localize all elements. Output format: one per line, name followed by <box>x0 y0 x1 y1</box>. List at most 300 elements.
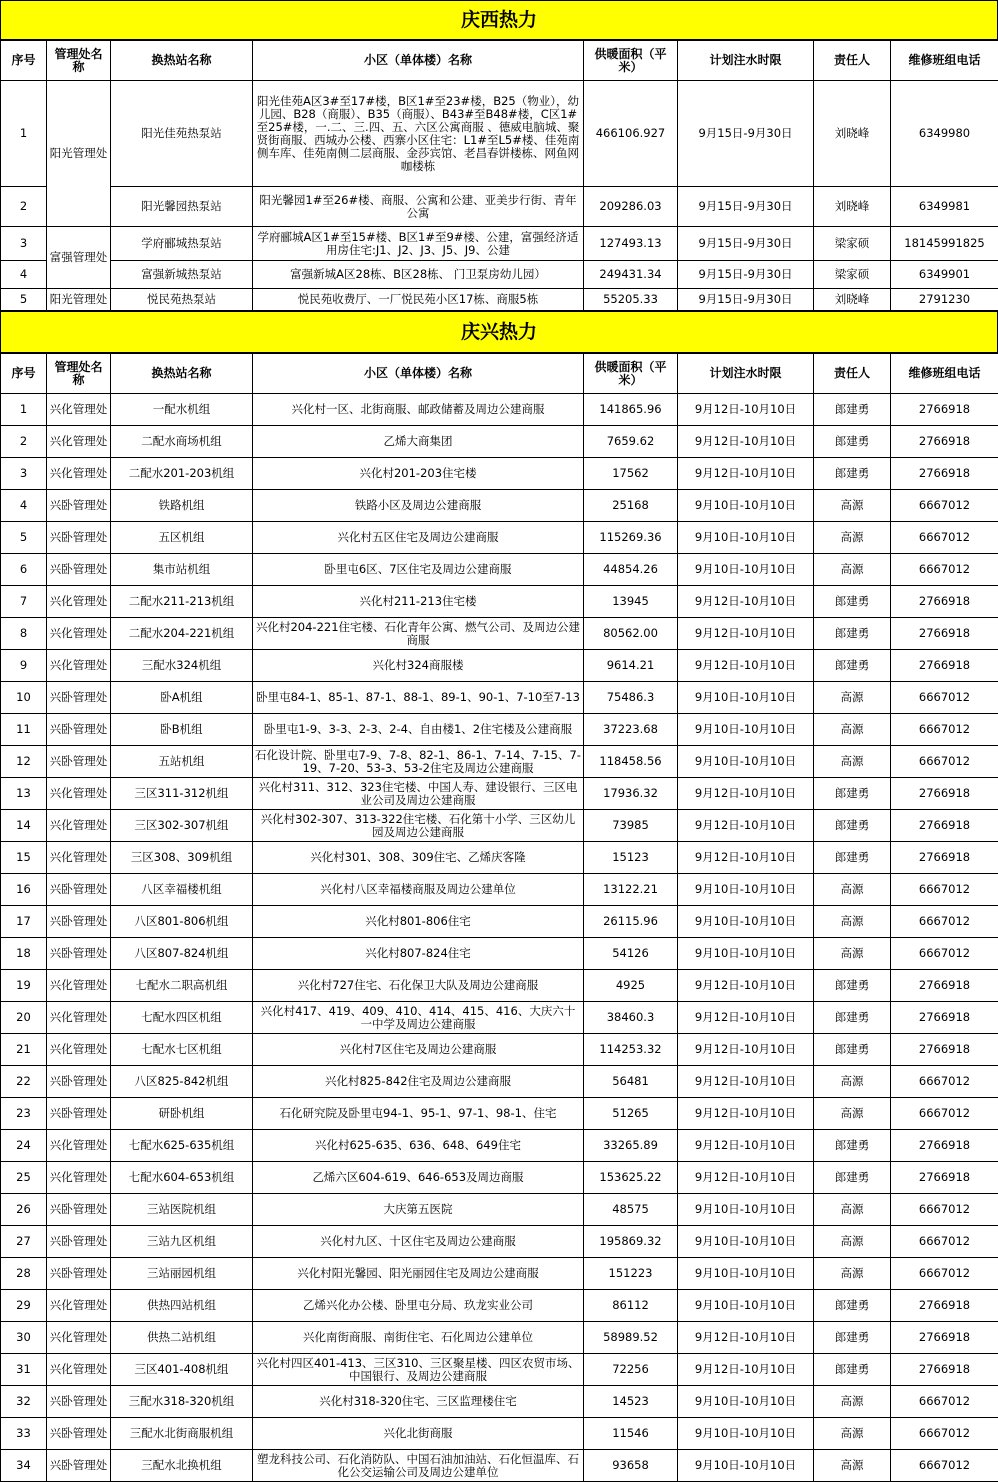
cell-period: 9月10日-10月10日 <box>678 490 814 522</box>
cell-phone: 6667012 <box>891 874 998 906</box>
cell-index: 22 <box>1 1066 47 1098</box>
cell-phone: 6667012 <box>891 522 998 554</box>
cell-community: 石化研究院及卧里屯94-1、95-1、97-1、98-1、住宅 <box>253 1098 584 1130</box>
cell-station: 三区311-312机组 <box>111 778 253 810</box>
table-row <box>1 490 998 522</box>
cell-station: 阳光佳苑热泵站 <box>111 81 253 187</box>
cell-period: 9月12日-10月10日 <box>678 1354 814 1386</box>
table-row <box>1 394 998 426</box>
col-header: 序号 <box>1 41 47 81</box>
cell-station: 三配水324机组 <box>111 650 253 682</box>
table-row <box>1 426 998 458</box>
cell-period: 9月15日-9月30日 <box>678 289 814 311</box>
cell-period: 9月10日-10月10日 <box>678 1226 814 1258</box>
cell-area: 75486.3 <box>584 682 678 714</box>
cell-office: 阳光管理处 <box>47 289 111 311</box>
cell-period: 9月12日-10月10日 <box>678 1162 814 1194</box>
table-row <box>1 1450 998 1482</box>
table-row <box>1 1258 998 1290</box>
cell-station: 二配水201-203机组 <box>111 458 253 490</box>
cell-office: 兴卧管理处 <box>47 746 111 778</box>
cell-phone: 6667012 <box>891 554 998 586</box>
cell-phone: 6667012 <box>891 1066 998 1098</box>
cell-index: 14 <box>1 810 47 842</box>
cell-period: 9月12日-10月10日 <box>678 1098 814 1130</box>
cell-community: 兴化村九区、十区住宅及周边公建商服 <box>253 1226 584 1258</box>
cell-area: 86112 <box>584 1290 678 1322</box>
cell-index: 17 <box>1 906 47 938</box>
cell-index: 9 <box>1 650 47 682</box>
cell-office: 兴化管理处 <box>47 618 111 650</box>
cell-community: 兴化北街商服 <box>253 1418 584 1450</box>
table-row <box>1 970 998 1002</box>
cell-community: 兴化村302-307、313-322住宅楼、石化第十小学、三区幼儿园及周边公建商服 <box>253 810 584 842</box>
table-row <box>1 1130 998 1162</box>
cell-station: 一配水机组 <box>111 394 253 426</box>
table-row <box>1 618 998 650</box>
cell-office: 兴化管理处 <box>47 426 111 458</box>
cell-area: 56481 <box>584 1066 678 1098</box>
cell-office: 兴化管理处 <box>47 970 111 1002</box>
cell-index: 2 <box>1 187 47 227</box>
cell-period: 9月12日-10月10日 <box>678 1066 814 1098</box>
cell-area: 118458.56 <box>584 746 678 778</box>
cell-phone: 6667012 <box>891 1258 998 1290</box>
cell-period: 9月10日-10月10日 <box>678 1290 814 1322</box>
cell-office: 兴卧管理处 <box>47 1194 111 1226</box>
table-row <box>1 458 998 490</box>
cell-community: 卧里屯1-9、3-3、2-3、2-4、自由楼1、2住宅楼及公建商服 <box>253 714 584 746</box>
cell-office: 兴卧管理处 <box>47 1450 111 1482</box>
cell-area: 127493.13 <box>584 227 678 261</box>
cell-community: 兴化村825-842住宅及周边公建商服 <box>253 1066 584 1098</box>
cell-office: 兴卧管理处 <box>47 1098 111 1130</box>
cell-person: 高源 <box>814 1226 891 1258</box>
cell-community: 兴化村阳光馨园、阳光丽园住宅及周边公建商服 <box>253 1258 584 1290</box>
cell-index: 8 <box>1 618 47 650</box>
table-row <box>1 289 998 311</box>
cell-area: 209286.03 <box>584 187 678 227</box>
cell-station: 三配水318-320机组 <box>111 1386 253 1418</box>
cell-community: 兴化村204-221住宅楼、石化青年公寓、燃气公司、及周边公建商服 <box>253 618 584 650</box>
cell-area: 33265.89 <box>584 1130 678 1162</box>
table-row <box>1 1002 998 1034</box>
cell-index: 33 <box>1 1418 47 1450</box>
cell-period: 9月12日-10月10日 <box>678 458 814 490</box>
cell-phone: 6667012 <box>891 714 998 746</box>
cell-area: 17936.32 <box>584 778 678 810</box>
cell-station: 二配水211-213机组 <box>111 586 253 618</box>
cell-period: 9月10日-10月10日 <box>678 1450 814 1482</box>
cell-person: 郎建勇 <box>814 458 891 490</box>
cell-index: 19 <box>1 970 47 1002</box>
cell-index: 7 <box>1 586 47 618</box>
cell-community: 学府郦城A区1#至15#楼、B区1#至9#楼、公建，富强经济适用房住宅:J1、J2、J3、J5、J9、公建 <box>253 227 584 261</box>
table-row <box>1 1418 998 1450</box>
cell-office: 兴化管理处 <box>47 586 111 618</box>
cell-station: 铁路机组 <box>111 490 253 522</box>
cell-period: 9月10日-10月10日 <box>678 714 814 746</box>
cell-office: 兴卧管理处 <box>47 1226 111 1258</box>
cell-station: 学府郦城热泵站 <box>111 227 253 261</box>
cell-area: 249431.34 <box>584 261 678 289</box>
cell-office: 兴卧管理处 <box>47 522 111 554</box>
cell-office: 兴化管理处 <box>47 1034 111 1066</box>
cell-phone: 2766918 <box>891 650 998 682</box>
cell-person: 郎建勇 <box>814 650 891 682</box>
cell-office: 兴化管理处 <box>47 778 111 810</box>
cell-index: 5 <box>1 522 47 554</box>
cell-person: 刘晓峰 <box>814 81 891 187</box>
cell-area: 14523 <box>584 1386 678 1418</box>
cell-period: 9月12日-10月10日 <box>678 1322 814 1354</box>
cell-station: 七配水625-635机组 <box>111 1130 253 1162</box>
cell-area: 15123 <box>584 842 678 874</box>
cell-community: 铁路小区及周边公建商服 <box>253 490 584 522</box>
section-qingxi <box>0 0 998 311</box>
cell-community: 阳光佳苑A区3#至17#楼，B区1#至23#楼，B25（物业），幼儿园、B28（商服）、B35（商服）、B43#至B48#楼，C区1#至25#楼，一.二、三.四、五、六区公寓商服 、德威电脑城、聚贤街商服、西城办公楼、西寨小区住宅：L1#至L5#楼、佳苑南侧车库、佳苑南侧二层商服、金莎宾馆、老昌春饼楼栋、网鱼网咖楼栋 <box>253 81 584 187</box>
cell-office: 兴卧管理处 <box>47 1066 111 1098</box>
cell-office: 兴化管理处 <box>47 1322 111 1354</box>
cell-index: 6 <box>1 554 47 586</box>
cell-community: 悦民苑收费厅、一厂悦民苑小区17栋、商服5栋 <box>253 289 584 311</box>
cell-community: 卧里屯84-1、85-1、87-1、88-1、89-1、90-1、7-10至7-13 <box>253 682 584 714</box>
cell-index: 15 <box>1 842 47 874</box>
cell-period: 9月15日-9月30日 <box>678 187 814 227</box>
table-row <box>1 1386 998 1418</box>
cell-period: 9月12日-10月10日 <box>678 426 814 458</box>
col-header: 维修班组电话 <box>891 354 998 394</box>
cell-index: 21 <box>1 1034 47 1066</box>
cell-phone: 6667012 <box>891 906 998 938</box>
cell-office: 兴化管理处 <box>47 1130 111 1162</box>
table-row <box>1 81 998 187</box>
table-row <box>1 1194 998 1226</box>
cell-area: 13945 <box>584 586 678 618</box>
col-header: 维修班组电话 <box>891 41 998 81</box>
cell-office: 兴卧管理处 <box>47 1258 111 1290</box>
col-header: 小区（单体楼）名称 <box>253 354 584 394</box>
col-header: 责任人 <box>814 354 891 394</box>
cell-community: 兴化村801-806住宅 <box>253 906 584 938</box>
cell-phone: 2766918 <box>891 1322 998 1354</box>
cell-area: 44854.26 <box>584 554 678 586</box>
cell-area: 141865.96 <box>584 394 678 426</box>
cell-phone: 2766918 <box>891 810 998 842</box>
cell-phone: 2766918 <box>891 1354 998 1386</box>
table-row <box>1 682 998 714</box>
table-row <box>1 1290 998 1322</box>
cell-period: 9月12日-10月10日 <box>678 810 814 842</box>
cell-station: 七配水七区机组 <box>111 1034 253 1066</box>
cell-phone: 2791230 <box>891 289 998 311</box>
table-row <box>1 714 998 746</box>
cell-person: 梁家硕 <box>814 227 891 261</box>
table-row <box>1 1322 998 1354</box>
cell-person: 高源 <box>814 1386 891 1418</box>
cell-area: 80562.00 <box>584 618 678 650</box>
cell-office: 富强管理处 <box>47 227 111 289</box>
cell-area: 7659.62 <box>584 426 678 458</box>
cell-period: 9月10日-10月10日 <box>678 874 814 906</box>
cell-office: 兴卧管理处 <box>47 490 111 522</box>
cell-phone: 2766918 <box>891 842 998 874</box>
cell-community: 兴化村7区住宅及周边公建商服 <box>253 1034 584 1066</box>
cell-office: 兴化管理处 <box>47 458 111 490</box>
cell-period: 9月10日-10月10日 <box>678 906 814 938</box>
cell-person: 郎建勇 <box>814 1162 891 1194</box>
cell-office: 兴化管理处 <box>47 1162 111 1194</box>
cell-period: 9月12日-10月10日 <box>678 650 814 682</box>
cell-area: 115269.36 <box>584 522 678 554</box>
cell-phone: 2766918 <box>891 1290 998 1322</box>
cell-community: 兴化村324商服楼 <box>253 650 584 682</box>
cell-office: 兴卧管理处 <box>47 1386 111 1418</box>
col-header: 管理处名称 <box>47 354 111 394</box>
cell-phone: 6667012 <box>891 1418 998 1450</box>
cell-area: 151223 <box>584 1258 678 1290</box>
cell-office: 兴化管理处 <box>47 394 111 426</box>
cell-station: 供热二站机组 <box>111 1322 253 1354</box>
cell-phone: 18145991825 <box>891 227 998 261</box>
cell-community: 兴化村八区幸福楼商服及周边公建单位 <box>253 874 584 906</box>
table-row <box>1 187 998 227</box>
heating-table <box>0 40 998 311</box>
table-row <box>1 938 998 970</box>
cell-index: 1 <box>1 394 47 426</box>
cell-area: 54126 <box>584 938 678 970</box>
cell-index: 27 <box>1 1226 47 1258</box>
cell-area: 73985 <box>584 810 678 842</box>
cell-person: 高源 <box>814 1194 891 1226</box>
cell-community: 兴化村311、312、323住宅楼、中国人寿、建设银行、三区电业公司及周边公建商服 <box>253 778 584 810</box>
cell-station: 卧A机组 <box>111 682 253 714</box>
cell-person: 高源 <box>814 522 891 554</box>
cell-station: 七配水604-653机组 <box>111 1162 253 1194</box>
cell-office: 兴化管理处 <box>47 842 111 874</box>
table-row <box>1 554 998 586</box>
cell-station: 八区807-824机组 <box>111 938 253 970</box>
cell-area: 48575 <box>584 1194 678 1226</box>
table-row <box>1 522 998 554</box>
cell-period: 9月10日-10月10日 <box>678 522 814 554</box>
section-title: 庆兴热力 <box>0 311 998 353</box>
cell-community: 乙烯兴化办公楼、卧里屯分局、玖龙实业公司 <box>253 1290 584 1322</box>
cell-period: 9月12日-10月10日 <box>678 1130 814 1162</box>
cell-phone: 6349981 <box>891 187 998 227</box>
cell-station: 供热四站机组 <box>111 1290 253 1322</box>
cell-area: 11546 <box>584 1418 678 1450</box>
cell-office: 兴化管理处 <box>47 1002 111 1034</box>
cell-community: 兴化南街商服、南街住宅、石化周边公建单位 <box>253 1322 584 1354</box>
table-row <box>1 778 998 810</box>
cell-community: 兴化村727住宅、石化保卫大队及周边公建商服 <box>253 970 584 1002</box>
cell-person: 高源 <box>814 1066 891 1098</box>
table-row <box>1 842 998 874</box>
cell-office: 兴卧管理处 <box>47 714 111 746</box>
cell-person: 高源 <box>814 714 891 746</box>
cell-area: 153625.22 <box>584 1162 678 1194</box>
cell-station: 五站机组 <box>111 746 253 778</box>
cell-community: 兴化村四区401-413、三区310、三区聚星楼、四区农贸市场、中国银行、及周边公建商服 <box>253 1354 584 1386</box>
cell-station: 三配水北街商服机组 <box>111 1418 253 1450</box>
table-row <box>1 227 998 261</box>
cell-community: 乙烯六区604-619、646-653及周边商服 <box>253 1162 584 1194</box>
cell-community: 阳光馨园1#至26#楼、商服、公寓和公建、亚美步行街、青年公寓 <box>253 187 584 227</box>
cell-phone: 6667012 <box>891 1386 998 1418</box>
cell-station: 二配水商场机组 <box>111 426 253 458</box>
cell-phone: 2766918 <box>891 1002 998 1034</box>
cell-index: 12 <box>1 746 47 778</box>
cell-station: 三配水北换机组 <box>111 1450 253 1482</box>
cell-area: 26115.96 <box>584 906 678 938</box>
cell-area: 25168 <box>584 490 678 522</box>
cell-phone: 2766918 <box>891 394 998 426</box>
cell-period: 9月12日-10月10日 <box>678 1034 814 1066</box>
cell-area: 195869.32 <box>584 1226 678 1258</box>
cell-area: 72256 <box>584 1354 678 1386</box>
table-row <box>1 1098 998 1130</box>
cell-person: 郎建勇 <box>814 778 891 810</box>
cell-person: 刘晓峰 <box>814 289 891 311</box>
cell-office: 兴卧管理处 <box>47 938 111 970</box>
cell-office: 兴化管理处 <box>47 810 111 842</box>
cell-period: 9月10日-10月10日 <box>678 682 814 714</box>
cell-station: 三区302-307机组 <box>111 810 253 842</box>
cell-community: 兴化村201-203住宅楼 <box>253 458 584 490</box>
cell-index: 18 <box>1 938 47 970</box>
cell-person: 郎建勇 <box>814 1130 891 1162</box>
cell-index: 31 <box>1 1354 47 1386</box>
cell-station: 七配水二职高机组 <box>111 970 253 1002</box>
cell-person: 梁家硕 <box>814 261 891 289</box>
cell-area: 4925 <box>584 970 678 1002</box>
cell-person: 郎建勇 <box>814 618 891 650</box>
cell-period: 9月15日-9月30日 <box>678 227 814 261</box>
cell-community: 塑龙科技公司、石化消防队、中国石油加油站、石化恒温库、石化公交运输公司及周边公建单位 <box>253 1450 584 1482</box>
cell-index: 23 <box>1 1098 47 1130</box>
cell-station: 阳光馨园热泵站 <box>111 187 253 227</box>
cell-community: 兴化村211-213住宅楼 <box>253 586 584 618</box>
cell-index: 2 <box>1 426 47 458</box>
cell-station: 二配水204-221机组 <box>111 618 253 650</box>
cell-area: 466106.927 <box>584 81 678 187</box>
cell-person: 郎建勇 <box>814 394 891 426</box>
cell-station: 三站医院机组 <box>111 1194 253 1226</box>
cell-station: 八区幸福楼机组 <box>111 874 253 906</box>
cell-person: 郎建勇 <box>814 1034 891 1066</box>
cell-area: 55205.33 <box>584 289 678 311</box>
cell-station: 七配水四区机组 <box>111 1002 253 1034</box>
cell-period: 9月10日-10月10日 <box>678 1418 814 1450</box>
cell-period: 9月10日-10月10日 <box>678 1194 814 1226</box>
cell-area: 9614.21 <box>584 650 678 682</box>
cell-person: 高源 <box>814 1418 891 1450</box>
cell-office: 兴化管理处 <box>47 650 111 682</box>
col-header: 责任人 <box>814 41 891 81</box>
cell-person: 郎建勇 <box>814 1322 891 1354</box>
cell-period: 9月15日-9月30日 <box>678 261 814 289</box>
cell-office: 兴卧管理处 <box>47 1418 111 1450</box>
cell-phone: 2766918 <box>891 618 998 650</box>
cell-community: 大庆第五医院 <box>253 1194 584 1226</box>
cell-phone: 6667012 <box>891 1450 998 1482</box>
cell-community: 兴化村318-320住宅、三区监理楼住宅 <box>253 1386 584 1418</box>
table-row <box>1 874 998 906</box>
cell-period: 9月12日-10月10日 <box>678 586 814 618</box>
cell-office: 兴卧管理处 <box>47 682 111 714</box>
cell-person: 郎建勇 <box>814 1354 891 1386</box>
section-title: 庆西热力 <box>0 0 998 40</box>
cell-office: 阳光管理处 <box>47 81 111 227</box>
cell-station: 三站九区机组 <box>111 1226 253 1258</box>
cell-index: 4 <box>1 490 47 522</box>
col-header: 供暖面积（平米） <box>584 354 678 394</box>
cell-phone: 6667012 <box>891 938 998 970</box>
cell-area: 93658 <box>584 1450 678 1482</box>
cell-person: 郎建勇 <box>814 970 891 1002</box>
cell-period: 9月12日-10月10日 <box>678 618 814 650</box>
table-row <box>1 1034 998 1066</box>
cell-area: 38460.3 <box>584 1002 678 1034</box>
cell-community: 兴化村一区、北街商服、邮政储蓄及周边公建商服 <box>253 394 584 426</box>
table-row <box>1 810 998 842</box>
cell-office: 兴卧管理处 <box>47 906 111 938</box>
cell-community: 乙烯大商集团 <box>253 426 584 458</box>
cell-station: 富强新城热泵站 <box>111 261 253 289</box>
cell-area: 58989.52 <box>584 1322 678 1354</box>
cell-person: 郎建勇 <box>814 426 891 458</box>
cell-phone: 2766918 <box>891 1130 998 1162</box>
cell-phone: 6667012 <box>891 746 998 778</box>
cell-index: 11 <box>1 714 47 746</box>
cell-office: 兴卧管理处 <box>47 874 111 906</box>
cell-period: 9月15日-9月30日 <box>678 81 814 187</box>
table-row <box>1 261 998 289</box>
table-header <box>1 41 998 81</box>
cell-phone: 2766918 <box>891 426 998 458</box>
cell-person: 高源 <box>814 490 891 522</box>
cell-person: 郎建勇 <box>814 1002 891 1034</box>
cell-station: 悦民苑热泵站 <box>111 289 253 311</box>
cell-person: 刘晓峰 <box>814 187 891 227</box>
cell-person: 郎建勇 <box>814 586 891 618</box>
cell-community: 兴化村807-824住宅 <box>253 938 584 970</box>
cell-station: 五区机组 <box>111 522 253 554</box>
cell-station: 八区825-842机组 <box>111 1066 253 1098</box>
cell-period: 9月10日-10月10日 <box>678 1258 814 1290</box>
table-row <box>1 906 998 938</box>
cell-person: 高源 <box>814 1450 891 1482</box>
cell-index: 1 <box>1 81 47 187</box>
cell-period: 9月12日-10月10日 <box>678 394 814 426</box>
cell-community: 石化设计院、卧里屯7-9、7-8、82-1、86-1、7-14、7-15、7-19、7-20、53-3、53-2住宅及周边公建商服 <box>253 746 584 778</box>
cell-person: 高源 <box>814 682 891 714</box>
cell-person: 高源 <box>814 938 891 970</box>
cell-phone: 6667012 <box>891 1194 998 1226</box>
cell-index: 20 <box>1 1002 47 1034</box>
cell-index: 25 <box>1 1162 47 1194</box>
cell-index: 13 <box>1 778 47 810</box>
col-header: 计划注水时限 <box>678 41 814 81</box>
cell-index: 28 <box>1 1258 47 1290</box>
table-row <box>1 650 998 682</box>
cell-area: 37223.68 <box>584 714 678 746</box>
col-header: 小区（单体楼）名称 <box>253 41 584 81</box>
cell-phone: 6667012 <box>891 682 998 714</box>
col-header: 计划注水时限 <box>678 354 814 394</box>
cell-station: 三站丽园机组 <box>111 1258 253 1290</box>
